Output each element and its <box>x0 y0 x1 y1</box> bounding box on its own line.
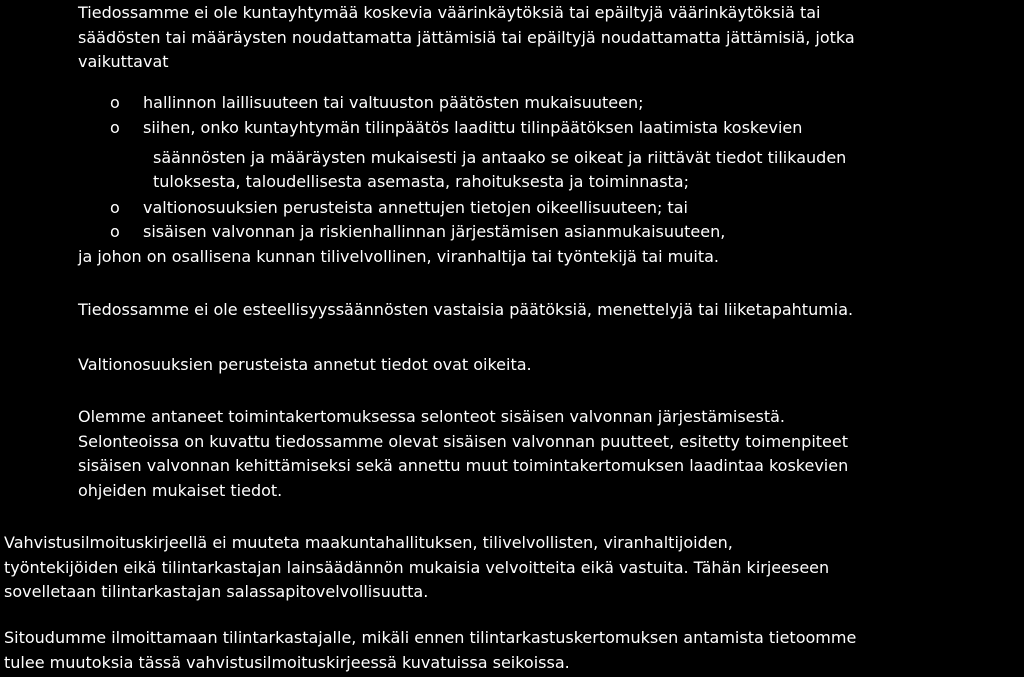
esteellisyys-paragraph: Tiedossamme ei ole esteellisyyssäännösten vastaisia päätöksiä, menettelyjä tai liiketapahtumia. <box>78 300 854 319</box>
selonteot-paragraph <box>78 405 848 503</box>
bullet-marker: o <box>110 198 120 217</box>
selonteot-line-3: sisäisen valvonnan kehittämiseksi sekä annettu muut toimintakertomuksen laadintaa koskevien <box>78 456 849 475</box>
bullet-marker: o <box>110 222 120 241</box>
after-bullets-line: ja johon on osallisena kunnan tilivelvollinen, viranhaltija tai työntekijä tai muita. <box>78 247 719 266</box>
vahvistus-paragraph <box>4 531 829 605</box>
intro-line-1: Tiedossamme ei ole kuntayhtymää koskevia väärinkäytöksiä tai epäiltyjä väärinkäytöksiä tai <box>78 3 821 22</box>
bullet-continuation: tuloksesta, taloudellisesta asemasta, rahoituksesta ja toiminnasta; <box>153 172 689 191</box>
bullet-marker: o <box>110 93 120 112</box>
bullet-continuation: säännösten ja määräysten mukaisesti ja antaako se oikeat ja riittävät tiedot tilikauden <box>153 148 847 167</box>
sitoudumme-paragraph <box>4 626 856 675</box>
bullet-marker: o <box>110 118 120 137</box>
vahvistus-line-1: Vahvistusilmoituskirjeellä ei muuteta maakuntahallituksen, tilivelvollisten, viranhaltijoiden, <box>4 533 733 552</box>
selonteot-line-4: ohjeiden mukaiset tiedot. <box>78 480 283 500</box>
bullet-text: sisäisen valvonnan ja riskienhallinnan järjestämisen asianmukaisuuteen, <box>143 222 726 241</box>
bullet-text: siihen, onko kuntayhtymän tilinpäätös laadittu tilinpäätöksen laatimista koskevien <box>143 118 803 137</box>
vahvistus-line-3: sovelletaan tilintarkastajan salassapitovelvollisuutta. <box>4 582 429 601</box>
selonteot-line-1: Olemme antaneet toimintakertomuksessa selonteot sisäisen valvonnan järjestämisestä. <box>78 407 785 426</box>
intro-line-3: vaikuttavat <box>78 52 169 71</box>
valtionosuudet-paragraph: Valtionosuuksien perusteista annetut tiedot ovat oikeita. <box>78 355 532 374</box>
intro-paragraph <box>78 1 855 75</box>
intro-line-2: säädösten tai määräysten noudattamatta jättämisiä tai epäiltyjä noudattamatta jättämisiä, jotka <box>78 27 855 47</box>
bullet-text: hallinnon laillisuuteen tai valtuuston päätösten mukaisuuteen; <box>143 93 644 112</box>
vahvistus-line-2: työntekijöiden eikä tilintarkastajan lainsäädännön mukaisia velvoitteita eikä vastuita. Tähän kirjeeseen <box>4 557 830 577</box>
selonteot-line-2: Selonteoissa on kuvattu tiedossamme olevat sisäisen valvonnan puutteet, esitetty toimenpiteet <box>78 431 848 451</box>
bullet-text: valtionosuuksien perusteista annettujen tietojen oikeellisuuteen; tai <box>143 198 688 217</box>
sitoudumme-line-1: Sitoudumme ilmoittamaan tilintarkastajalle, mikäli ennen tilintarkastuskertomuksen antamista tietoomme <box>4 628 857 647</box>
sitoudumme-line-2: tulee muutoksia tässä vahvistusilmoituskirjeessä kuvatuissa seikoissa. <box>4 652 570 672</box>
